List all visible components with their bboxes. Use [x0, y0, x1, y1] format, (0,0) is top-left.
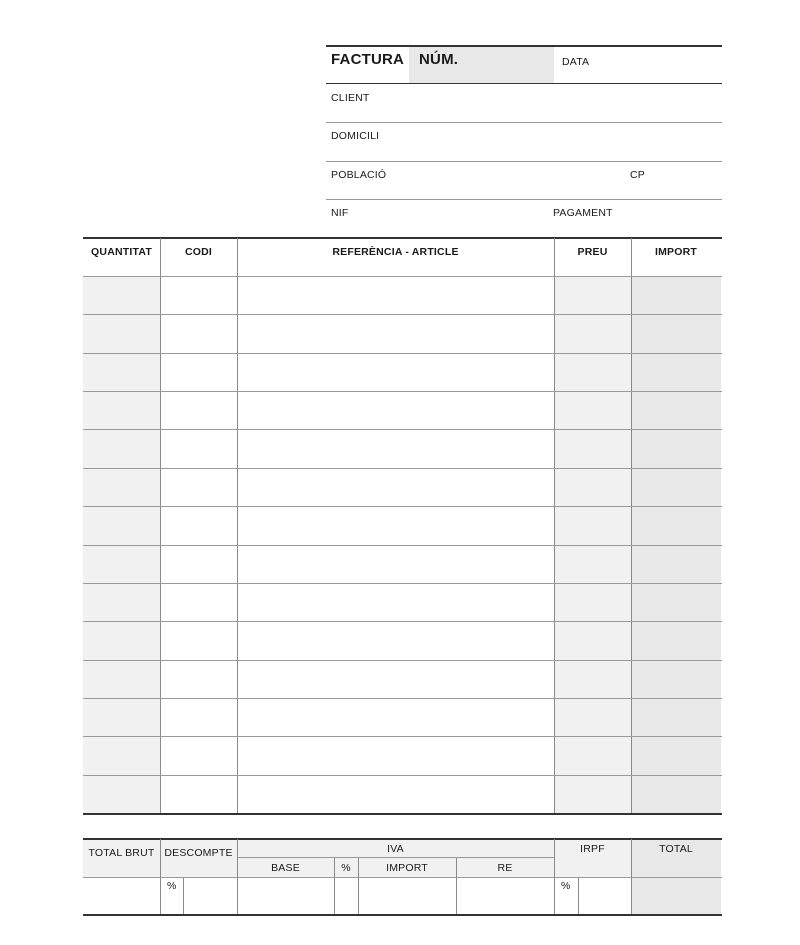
- iva-label: IVA: [387, 843, 404, 855]
- row-rule: [83, 391, 722, 392]
- item-cell-reference[interactable]: [238, 662, 553, 697]
- col-header-reference: REFERÈNCIA - ARTICLE: [332, 246, 459, 258]
- col-header-code: CODI: [184, 246, 213, 258]
- item-cell-price[interactable]: [555, 470, 630, 505]
- item-cell-code[interactable]: [161, 393, 236, 428]
- item-cell-amount[interactable]: [632, 355, 720, 390]
- item-cell-quantity[interactable]: [84, 278, 159, 313]
- invoice-number-label: NÚM.: [419, 51, 459, 68]
- item-cell-price[interactable]: [555, 662, 630, 697]
- invoice-title: FACTURA: [331, 51, 405, 68]
- header-rule-1: [326, 122, 722, 123]
- discount-label: DESCOMPTE: [164, 847, 233, 859]
- item-cell-code[interactable]: [161, 662, 236, 697]
- tax-id-label: NIF: [331, 207, 349, 219]
- iva-re-label: RE: [497, 862, 513, 874]
- item-cell-reference[interactable]: [238, 316, 553, 351]
- item-cell-price[interactable]: [555, 316, 630, 351]
- item-cell-amount[interactable]: [632, 470, 720, 505]
- row-rule: [83, 468, 722, 469]
- item-cell-amount[interactable]: [632, 662, 720, 697]
- city-field[interactable]: [390, 164, 620, 197]
- item-cell-reference[interactable]: [238, 431, 553, 466]
- payment-field[interactable]: [612, 202, 720, 236]
- address-field[interactable]: [385, 125, 720, 159]
- irpf-pct-sign: %: [561, 880, 571, 892]
- client-label: CLIENT: [331, 92, 370, 104]
- item-cell-reference[interactable]: [238, 777, 553, 812]
- total-label: TOTAL: [659, 843, 693, 855]
- client-field[interactable]: [380, 86, 720, 120]
- item-cell-amount[interactable]: [632, 316, 720, 351]
- table-top-rule: [83, 237, 722, 239]
- invoice-number-field[interactable]: [470, 48, 552, 82]
- row-rule: [83, 353, 722, 354]
- irpf-label: IRPF: [580, 843, 605, 855]
- item-cell-reference[interactable]: [238, 508, 553, 543]
- row-rule: [83, 314, 722, 315]
- table-bottom-rule: [83, 813, 722, 815]
- item-cell-amount[interactable]: [632, 777, 720, 812]
- header-top-rule: [326, 45, 722, 47]
- iva-pct-label: %: [341, 862, 351, 874]
- row-rule: [83, 660, 722, 661]
- item-cell-code[interactable]: [161, 470, 236, 505]
- item-cell-quantity[interactable]: [84, 316, 159, 351]
- irpf-pct-field[interactable]: [555, 879, 577, 913]
- item-cell-code[interactable]: [161, 585, 236, 620]
- item-cell-amount[interactable]: [632, 508, 720, 543]
- item-cell-price[interactable]: [555, 700, 630, 735]
- postcode-label: CP: [630, 169, 645, 181]
- item-cell-code[interactable]: [161, 700, 236, 735]
- header-title-rule: [326, 83, 722, 84]
- discount-pct-sign: %: [167, 880, 177, 892]
- item-cell-code[interactable]: [161, 777, 236, 812]
- iva-import-label: IMPORT: [386, 862, 428, 874]
- date-label: DATA: [562, 56, 590, 68]
- item-cell-quantity[interactable]: [84, 662, 159, 697]
- item-cell-quantity[interactable]: [84, 393, 159, 428]
- city-label: POBLACIÓ: [331, 169, 387, 181]
- item-cell-amount[interactable]: [632, 547, 720, 582]
- row-rule: [83, 276, 722, 277]
- totals-top-rule: [83, 838, 722, 840]
- item-cell-quantity[interactable]: [84, 623, 159, 658]
- item-cell-price[interactable]: [555, 393, 630, 428]
- item-cell-price[interactable]: [555, 585, 630, 620]
- date-field[interactable]: [595, 48, 720, 82]
- item-cell-reference[interactable]: [238, 623, 553, 658]
- totals-iva-split-rule: [237, 857, 554, 858]
- row-rule: [83, 698, 722, 699]
- item-cell-price[interactable]: [555, 278, 630, 313]
- col-header-quantity: QUANTITAT: [91, 246, 152, 258]
- row-rule: [83, 429, 722, 430]
- item-cell-reference[interactable]: [238, 547, 553, 582]
- item-cell-amount[interactable]: [632, 700, 720, 735]
- item-cell-amount[interactable]: [632, 278, 720, 313]
- item-cell-reference[interactable]: [238, 585, 553, 620]
- item-cell-amount[interactable]: [632, 585, 720, 620]
- item-cell-code[interactable]: [161, 738, 236, 773]
- item-cell-reference[interactable]: [238, 470, 553, 505]
- tax-id-field[interactable]: [355, 202, 545, 236]
- item-cell-price[interactable]: [555, 355, 630, 390]
- item-cell-code[interactable]: [161, 278, 236, 313]
- item-cell-price[interactable]: [555, 547, 630, 582]
- item-cell-code[interactable]: [161, 316, 236, 351]
- item-cell-amount[interactable]: [632, 623, 720, 658]
- irpf-amount-field[interactable]: [579, 879, 630, 913]
- row-rule: [83, 736, 722, 737]
- item-cell-code[interactable]: [161, 623, 236, 658]
- item-cell-quantity[interactable]: [84, 700, 159, 735]
- item-cell-code[interactable]: [161, 508, 236, 543]
- row-rule: [83, 506, 722, 507]
- item-cell-quantity[interactable]: [84, 431, 159, 466]
- iva-base-label: BASE: [271, 862, 300, 874]
- payment-label: PAGAMENT: [553, 207, 613, 219]
- item-cell-amount[interactable]: [632, 393, 720, 428]
- iva-pct-field[interactable]: [335, 879, 357, 913]
- row-rule: [83, 583, 722, 584]
- item-cell-amount[interactable]: [632, 431, 720, 466]
- item-cell-quantity[interactable]: [84, 547, 159, 582]
- discount-pct-field[interactable]: [161, 879, 182, 913]
- item-cell-quantity[interactable]: [84, 470, 159, 505]
- item-cell-price[interactable]: [555, 738, 630, 773]
- item-cell-amount[interactable]: [632, 738, 720, 773]
- postcode-field[interactable]: [650, 164, 720, 197]
- item-cell-quantity[interactable]: [84, 508, 159, 543]
- item-cell-code[interactable]: [161, 431, 236, 466]
- total-brut-label: TOTAL BRUT: [88, 847, 155, 859]
- item-cell-reference[interactable]: [238, 278, 553, 313]
- header-rule-3: [326, 199, 722, 200]
- item-cell-reference[interactable]: [238, 393, 553, 428]
- header-rule-2: [326, 161, 722, 162]
- item-cell-quantity[interactable]: [84, 585, 159, 620]
- item-cell-price[interactable]: [555, 431, 630, 466]
- item-cell-code[interactable]: [161, 547, 236, 582]
- row-rule: [83, 545, 722, 546]
- item-cell-reference[interactable]: [238, 355, 553, 390]
- item-cell-code[interactable]: [161, 355, 236, 390]
- address-label: DOMICILI: [331, 130, 380, 142]
- item-cell-price[interactable]: [555, 508, 630, 543]
- totals-bottom-rule: [83, 914, 722, 916]
- iva-base-field[interactable]: [238, 879, 333, 913]
- item-cell-price[interactable]: [555, 777, 630, 812]
- iva-re-field[interactable]: [457, 879, 553, 913]
- discount-amount-field[interactable]: [184, 879, 236, 913]
- iva-import-field[interactable]: [359, 879, 455, 913]
- item-cell-reference[interactable]: [238, 700, 553, 735]
- item-cell-price[interactable]: [555, 623, 630, 658]
- item-cell-reference[interactable]: [238, 738, 553, 773]
- item-cell-quantity[interactable]: [84, 355, 159, 390]
- col-header-amount: IMPORT: [654, 246, 698, 258]
- col-header-price: PREU: [577, 246, 608, 258]
- total-field[interactable]: [632, 879, 720, 913]
- item-cell-quantity[interactable]: [84, 777, 159, 812]
- row-rule: [83, 775, 722, 776]
- row-rule: [83, 621, 722, 622]
- totals-header-rule: [83, 877, 722, 878]
- item-cell-quantity[interactable]: [84, 738, 159, 773]
- total-brut-field[interactable]: [84, 879, 159, 913]
